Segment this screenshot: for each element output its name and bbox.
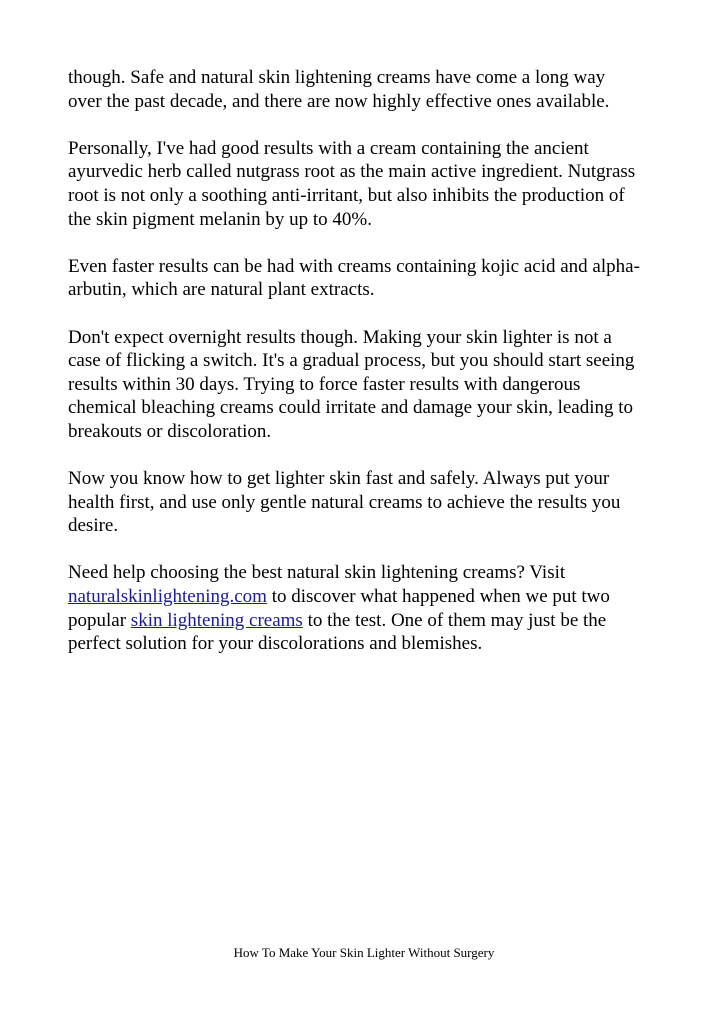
text-line: arbutin, which are natural plant extracts. — [68, 279, 375, 301]
link-leading-text: popular — [68, 609, 131, 631]
text-line: results within 30 days. Trying to force faster results with dangerous — [68, 373, 581, 395]
text-line: the skin pigment melanin by up to 40%. — [68, 208, 372, 230]
page-footer: How To Make Your Skin Lighter Without Surgery — [233, 945, 495, 960]
paragraph-1 — [68, 66, 664, 113]
text-line: Personally, I've had good results with a cream containing the ancient — [68, 137, 589, 159]
text-line: Now you know how to get lighter skin fast and safely. Always put your — [68, 468, 610, 490]
paragraph-4 — [68, 326, 664, 444]
naturalskinlightening-link[interactable]: naturalskinlightening.com — [68, 586, 267, 608]
text-line: chemical bleaching creams could irritate and damage your skin, leading to — [68, 397, 634, 419]
text-line: though. Safe and natural skin lightening creams have come a long way — [68, 67, 606, 88]
text-line: ayurvedic herb called nutgrass root as the main active ingredient. Nutgrass — [68, 161, 636, 183]
document-body — [68, 66, 664, 679]
paragraph-2 — [68, 137, 664, 231]
paragraph-5 — [68, 467, 664, 538]
paragraph-final — [68, 561, 664, 655]
text-line — [68, 585, 664, 609]
link-trailing-text: to discover what happened when we put two — [266, 586, 610, 608]
text-line: Even faster results can be had with creams containing kojic acid and alpha- — [68, 255, 640, 277]
text-line: perfect solution for your discolorations and blemishes. — [68, 633, 483, 655]
text-line: case of flicking a switch. It's a gradual process, but you should start seeing — [68, 350, 635, 372]
text-line: over the past decade, and there are now highly effective ones available. — [68, 90, 610, 112]
text-line: root is not only a soothing anti-irritant, but also inhibits the production of — [68, 184, 625, 206]
paragraph-3 — [68, 255, 664, 302]
text-line: health first, and use only gentle natural creams to achieve the results you — [68, 491, 621, 513]
text-line: Don't expect overnight results though. Making your skin lighter is not a — [68, 326, 612, 348]
text-line: Need help choosing the best natural skin lightening creams? Visit — [68, 562, 566, 584]
text-line: breakouts or discoloration. — [68, 420, 272, 442]
link-trailing-text: to the test. One of them may just be the — [302, 609, 607, 631]
skin-lightening-creams-link[interactable]: skin lightening creams — [130, 609, 303, 631]
text-line — [68, 609, 664, 633]
text-line: desire. — [68, 515, 119, 537]
